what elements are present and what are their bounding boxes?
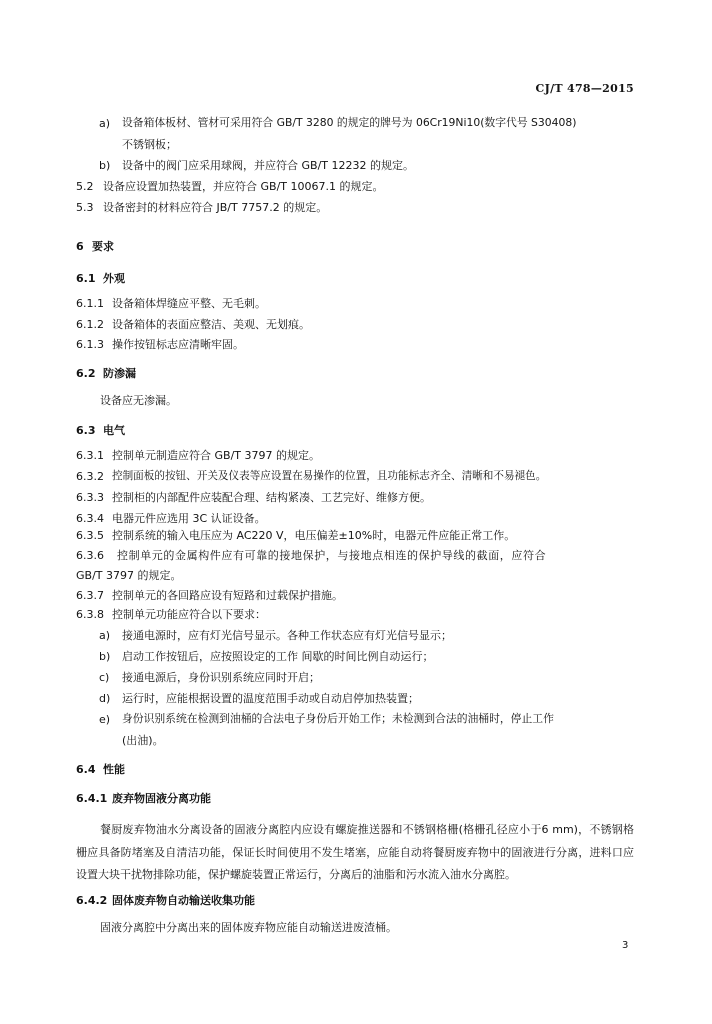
clause-number: 6.3.2: [76, 470, 104, 483]
section-number: 6.2: [76, 367, 96, 380]
clause-number: 5.2: [76, 180, 94, 193]
clause-text: 设备箱体焊缝应平整、无毛刺。: [112, 297, 266, 310]
subsection-title: 固体废弃物自动输送收集功能: [112, 894, 255, 907]
section-number: 6.1: [76, 272, 96, 285]
clause-text: 设备应设置加热装置，并应符合 GB/T 10067.1 的规定。: [103, 180, 384, 193]
item-text-cont: 不锈钢板；: [122, 138, 177, 151]
item-label: c): [99, 671, 110, 684]
clause-number: 6.3.6: [76, 549, 104, 562]
item-label: d): [99, 692, 111, 705]
clause-text-cont: GB/T 3797 的规定。: [76, 569, 182, 582]
clause-number: 6.1.2: [76, 318, 104, 331]
clause-number: 5.3: [76, 201, 94, 214]
section-title: 外观: [103, 272, 125, 285]
clause-number: 6.3.1: [76, 449, 104, 462]
clause-text: 控制单元制造应符合 GB/T 3797 的规定。: [112, 449, 320, 462]
item-text: 接通电源后，身份识别系统应同时开启；: [122, 671, 320, 684]
clause-number: 6.3.7: [76, 589, 104, 602]
subsection-title: 废弃物固液分离功能: [112, 792, 211, 805]
paragraph: 设备应无渗漏。: [100, 394, 177, 407]
clause-text: 设备密封的材料应符合 JB/T 7757.2 的规定。: [103, 201, 328, 214]
page-number: 3: [622, 940, 629, 951]
section-number: 6.3: [76, 424, 96, 437]
item-text: 运行时，应能根据设置的温度范围手动或自动启停加热装置；: [122, 692, 419, 705]
item-text: 接通电源时，应有灯光信号显示。各种工作状态应有灯光信号显示；: [122, 629, 452, 642]
paragraph: 餐厨废弃物油水分离设备的固液分离腔内应设有螺旋推送器和不锈钢格栅(格栅孔径应小于6 mm)，不锈钢格栅应具备防堵塞及自清洁功能，保证长时间使用不发生堵塞，应能自动将餐厨废弃物中的固液进行分离，进料口应设置大块干扰物排除功能，保护螺旋装置正常运行，分离后的油脂和污水流入油水分离腔。: [76, 823, 634, 881]
item-text: 设备中的阀门应采用球阀，并应符合 GB/T 12232 的规定。: [122, 159, 414, 172]
clause-text: 设备箱体的表面应整洁、美观、无划痕。: [112, 318, 310, 331]
item-text: 启动工作按钮后，应按照设定的工作 间歇的时间比例自动运行；: [122, 650, 434, 663]
section-title: 防渗漏: [103, 367, 136, 380]
clause-number: 6.1.1: [76, 297, 104, 310]
clause-text: 控制柜的内部配件应装配合理、结构紧凑、工艺完好、维修方便。: [112, 491, 431, 504]
standard-code-header: CJ/T 478—2015: [535, 82, 634, 95]
clause-text: 控制单元的金属构件应有可靠的接地保护，与接地点相连的保护导线的截面，应符合: [117, 549, 547, 562]
clause-text: 电器元件应选用 3C 认证设备。: [112, 512, 266, 525]
clause-text: 控制系统的输入电压应为 AC220 V，电压偏差±10%时，电器元件应能正常工作。: [112, 529, 516, 542]
item-label: e): [99, 713, 111, 726]
section-title: 性能: [103, 763, 125, 776]
clause-text: 操作按钮标志应清晰牢固。: [112, 338, 244, 351]
clause-text: 控制单元的各回路应设有短路和过载保护措施。: [112, 589, 343, 602]
chapter-number: 6: [76, 240, 84, 253]
item-label: a): [99, 629, 111, 642]
clause-number: 6.3.8: [76, 608, 104, 621]
item-label: b): [99, 159, 111, 172]
item-text-cont: (出油)。: [122, 734, 164, 747]
subsection-number: 6.4.2: [76, 894, 108, 907]
item-label: a): [99, 117, 111, 130]
subsection-number: 6.4.1: [76, 792, 108, 805]
item-text: 设备箱体板材、管材可采用符合 GB/T 3280 的规定的牌号为 06Cr19Ni10(数字代号 S30408): [122, 116, 577, 129]
clause-text: 控制面板的按钮、开关及仪表等应设置在易操作的位置，且功能标志齐全、清晰和不易褪色。: [112, 470, 547, 482]
clause-number: 6.3.5: [76, 529, 104, 542]
clause-number: 6.1.3: [76, 338, 104, 351]
clause-number: 6.3.4: [76, 512, 104, 525]
clause-number: 6.3.3: [76, 491, 104, 504]
item-text: 身份识别系统在检测到油桶的合法电子身份后开始工作；未检测到合法的油桶时，停止工作: [122, 712, 554, 725]
clause-text: 控制单元功能应符合以下要求：: [112, 608, 266, 621]
section-number: 6.4: [76, 763, 96, 776]
item-label: b): [99, 650, 111, 663]
section-title: 电气: [103, 424, 125, 437]
paragraph: 固液分离腔中分离出来的固体废弃物应能自动输送进废渣桶。: [100, 921, 397, 934]
chapter-title: 要求: [92, 240, 114, 253]
